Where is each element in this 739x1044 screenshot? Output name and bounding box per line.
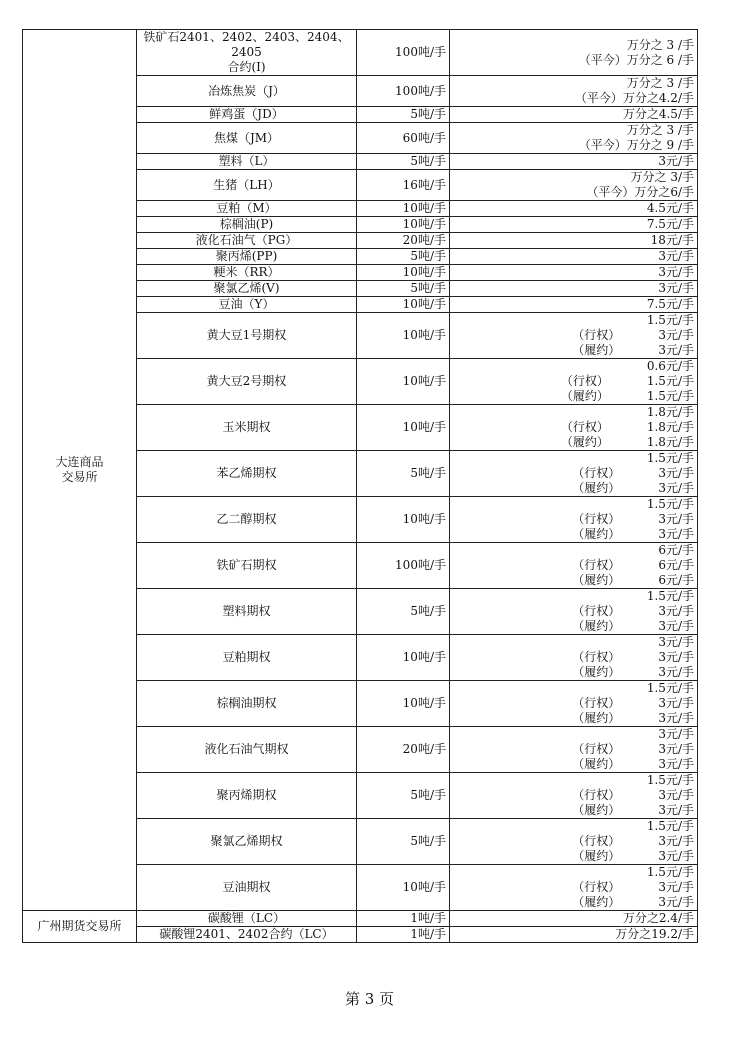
fee-line: （履约） 3元/手 — [572, 757, 694, 771]
fee-line: 1.5元/手 — [646, 451, 694, 465]
trading-unit: 10吨/手 — [357, 201, 450, 217]
fee-line: 7.5元/手 — [646, 217, 694, 231]
fee-line: 万分之2.4/手 — [622, 911, 694, 925]
exchange-name-line: 交易所 — [61, 470, 98, 484]
fee-line: （履约） 3元/手 — [572, 619, 694, 633]
fee-table — [22, 29, 698, 943]
fee-line: 万分之 3/手 — [630, 170, 694, 184]
fee-value — [450, 76, 698, 107]
fee-line: 1.5元/手 — [646, 681, 694, 695]
product-name: 焦煤（JM） — [137, 123, 357, 154]
trading-unit: 5吨/手 — [357, 819, 450, 865]
fee-value — [450, 405, 698, 451]
fee-line: （行权） 3元/手 — [572, 880, 694, 894]
trading-unit: 5吨/手 — [357, 773, 450, 819]
fee-value — [450, 154, 698, 170]
product-name: 玉米期权 — [137, 405, 357, 451]
trading-unit: 10吨/手 — [357, 497, 450, 543]
product-name: 冶炼焦炭（J） — [137, 76, 357, 107]
fee-value — [450, 911, 698, 927]
fee-caption: （行权） — [572, 880, 621, 894]
product-name: 黄大豆1号期权 — [137, 313, 357, 359]
fee-caption: （行权） — [572, 466, 621, 480]
fee-line: （行权） 3元/手 — [572, 788, 694, 802]
fee-line: （行权） 3元/手 — [572, 512, 694, 526]
trading-unit: 5吨/手 — [357, 451, 450, 497]
exchange-name — [23, 911, 137, 943]
fee-caption: （履约） — [572, 573, 621, 587]
fee-line: 3元/手 — [658, 281, 694, 295]
page-number: 第 3 页 — [344, 990, 395, 1008]
fee-line: （行权） 3元/手 — [572, 604, 694, 618]
fee-line: （履约） 3元/手 — [572, 895, 694, 909]
fee-line: （平今）万分之 6 /手 — [578, 52, 694, 67]
fee-line: 万分之 3 /手 — [626, 37, 694, 52]
product-name: 黄大豆2号期权 — [137, 359, 357, 405]
fee-value — [450, 819, 698, 865]
product-name: 豆粕期权 — [137, 635, 357, 681]
fee-line: 1.5元/手 — [646, 865, 694, 879]
fee-value — [450, 773, 698, 819]
trading-unit: 10吨/手 — [357, 405, 450, 451]
trading-unit: 10吨/手 — [357, 217, 450, 233]
fee-line: （履约） 3元/手 — [572, 665, 694, 679]
fee-caption: （履约） — [572, 343, 621, 357]
fee-caption: （履约） — [572, 619, 621, 633]
product-name: 粳米（RR） — [137, 265, 357, 281]
fee-line: 1.5元/手 — [646, 773, 694, 787]
fee-line: （履约） 3元/手 — [572, 481, 694, 495]
fee-caption: （履约） — [572, 527, 621, 541]
fee-caption: （行权） — [572, 328, 621, 342]
fee-line: 4.5元/手 — [646, 201, 694, 215]
fee-line: （履约） 1.8元/手 — [560, 435, 694, 449]
fee-line: 7.5元/手 — [646, 297, 694, 311]
fee-line: 1.5元/手 — [646, 497, 694, 511]
fee-line: （行权） 3元/手 — [572, 466, 694, 480]
fee-value — [450, 681, 698, 727]
trading-unit: 5吨/手 — [357, 107, 450, 123]
product-name: 液化石油气（PG） — [137, 233, 357, 249]
trading-unit: 16吨/手 — [357, 170, 450, 201]
fee-caption: （履约） — [572, 757, 621, 771]
trading-unit: 100吨/手 — [357, 30, 450, 76]
product-name: 塑料期权 — [137, 589, 357, 635]
fee-line: （平今）万分之4.2/手 — [574, 91, 694, 105]
fee-line: （行权） 1.5元/手 — [560, 374, 694, 388]
fee-value — [450, 865, 698, 911]
fee-line: 6元/手 — [658, 543, 694, 557]
trading-unit: 20吨/手 — [357, 727, 450, 773]
fee-caption: （履约） — [572, 849, 621, 863]
product-name: 乙二醇期权 — [137, 497, 357, 543]
fee-line: （平今）万分之 9 /手 — [578, 138, 694, 152]
fee-caption: （行权） — [560, 374, 609, 388]
fee-caption: （履约） — [572, 895, 621, 909]
fee-value — [450, 635, 698, 681]
product-name: 豆粕（M） — [137, 201, 357, 217]
fee-line: （行权） 3元/手 — [572, 834, 694, 848]
fee-value — [450, 170, 698, 201]
trading-unit: 1吨/手 — [357, 911, 450, 927]
fee-line: （行权） 1.8元/手 — [560, 420, 694, 434]
fee-line: （行权） 6元/手 — [572, 558, 694, 572]
trading-unit: 10吨/手 — [357, 865, 450, 911]
product-name: 豆油（Y） — [137, 297, 357, 313]
fee-line: （行权） 3元/手 — [572, 650, 694, 664]
fee-value — [450, 233, 698, 249]
fee-line: （履约） 1.5元/手 — [560, 389, 694, 403]
fee-line: 3元/手 — [658, 635, 694, 649]
trading-unit: 10吨/手 — [357, 359, 450, 405]
fee-caption: （履约） — [560, 435, 609, 449]
fee-value — [450, 297, 698, 313]
fee-line: 3元/手 — [658, 154, 694, 168]
fee-caption: （行权） — [572, 558, 621, 572]
trading-unit: 10吨/手 — [357, 635, 450, 681]
trading-unit: 5吨/手 — [357, 281, 450, 297]
product-name: 鲜鸡蛋（JD） — [137, 107, 357, 123]
fee-caption: （行权） — [572, 834, 621, 848]
exchange-name-line: 大连商品 — [55, 455, 104, 469]
fee-line: （履约） 3元/手 — [572, 803, 694, 817]
fee-value — [450, 727, 698, 773]
fee-line: 万分之4.5/手 — [622, 107, 694, 121]
product-name: 豆油期权 — [137, 865, 357, 911]
exchange-name-line: 广州期货交易所 — [37, 919, 122, 933]
fee-value — [450, 201, 698, 217]
fee-line: （行权） 3元/手 — [572, 742, 694, 756]
fee-value — [450, 543, 698, 589]
fee-value — [450, 927, 698, 943]
fee-line: （履约） 6元/手 — [572, 573, 694, 587]
product-name: 棕榈油期权 — [137, 681, 357, 727]
fee-value — [450, 497, 698, 543]
product-name: 棕榈油(P) — [137, 217, 357, 233]
table-row — [23, 911, 698, 927]
product-name: 生猪（LH） — [137, 170, 357, 201]
product-name: 碳酸锂2401、2402合约（LC） — [137, 927, 357, 943]
fee-line: 3元/手 — [658, 265, 694, 279]
fee-line: 万分之 3 /手 — [626, 123, 694, 137]
trading-unit: 5吨/手 — [357, 154, 450, 170]
product-name: 塑料（L） — [137, 154, 357, 170]
fee-line: 万分之19.2/手 — [615, 927, 694, 941]
fee-line: 1.8元/手 — [646, 405, 694, 419]
fee-line: 1.5元/手 — [646, 819, 694, 833]
fee-caption: （行权） — [572, 650, 621, 664]
fee-caption: （行权） — [572, 742, 621, 756]
fee-value — [450, 281, 698, 297]
fee-caption: （行权） — [560, 420, 609, 434]
fee-caption: （行权） — [572, 696, 621, 710]
fee-caption: （履约） — [572, 665, 621, 679]
fee-line: 1.5元/手 — [646, 313, 694, 327]
trading-unit: 60吨/手 — [357, 123, 450, 154]
fee-caption: （行权） — [572, 512, 621, 526]
fee-value — [450, 359, 698, 405]
fee-caption: （履约） — [572, 803, 621, 817]
product-name: 铁矿石2401、2402、2403、2404、2405 合约(I) — [137, 30, 357, 76]
fee-line: （履约） 3元/手 — [572, 849, 694, 863]
fee-line: （履约） 3元/手 — [572, 711, 694, 725]
trading-unit: 10吨/手 — [357, 265, 450, 281]
product-name: 铁矿石期权 — [137, 543, 357, 589]
fee-line: 0.6元/手 — [646, 359, 694, 373]
fee-caption: （履约） — [572, 711, 621, 725]
trading-unit: 10吨/手 — [357, 681, 450, 727]
fee-line: （履约） 3元/手 — [572, 527, 694, 541]
trading-unit: 1吨/手 — [357, 927, 450, 943]
fee-line: （行权） 3元/手 — [572, 328, 694, 342]
product-name: 聚氯乙烯期权 — [137, 819, 357, 865]
fee-line: （履约） 3元/手 — [572, 343, 694, 357]
fee-line: 3元/手 — [658, 249, 694, 263]
trading-unit: 5吨/手 — [357, 249, 450, 265]
fee-line: 万分之 3 /手 — [626, 76, 694, 90]
product-name: 聚氯乙烯(V) — [137, 281, 357, 297]
fee-line: 1.5元/手 — [646, 589, 694, 603]
fee-value — [450, 313, 698, 359]
product-name: 液化石油气期权 — [137, 727, 357, 773]
trading-unit: 10吨/手 — [357, 297, 450, 313]
fee-line: 18元/手 — [650, 233, 694, 247]
product-name: 聚丙烯期权 — [137, 773, 357, 819]
fee-line: 3元/手 — [658, 727, 694, 741]
product-name: 碳酸锂（LC） — [137, 911, 357, 927]
fee-caption: （履约） — [560, 389, 609, 403]
fee-value — [450, 123, 698, 154]
trading-unit: 100吨/手 — [357, 543, 450, 589]
fee-value — [450, 249, 698, 265]
fee-line: （行权） 3元/手 — [572, 696, 694, 710]
table-row — [23, 30, 698, 76]
fee-line: （平今）万分之6/手 — [586, 185, 694, 199]
product-name: 聚丙烯(PP) — [137, 249, 357, 265]
fee-caption: （行权） — [572, 604, 621, 618]
fee-caption: （履约） — [572, 481, 621, 495]
exchange-name — [23, 30, 137, 911]
fee-value — [450, 217, 698, 233]
trading-unit: 100吨/手 — [357, 76, 450, 107]
trading-unit: 5吨/手 — [357, 589, 450, 635]
fee-value — [450, 30, 698, 76]
fee-value — [450, 589, 698, 635]
fee-caption: （行权） — [572, 788, 621, 802]
product-name: 苯乙烯期权 — [137, 451, 357, 497]
fee-value — [450, 451, 698, 497]
fee-value — [450, 265, 698, 281]
trading-unit: 10吨/手 — [357, 313, 450, 359]
trading-unit: 20吨/手 — [357, 233, 450, 249]
fee-value — [450, 107, 698, 123]
